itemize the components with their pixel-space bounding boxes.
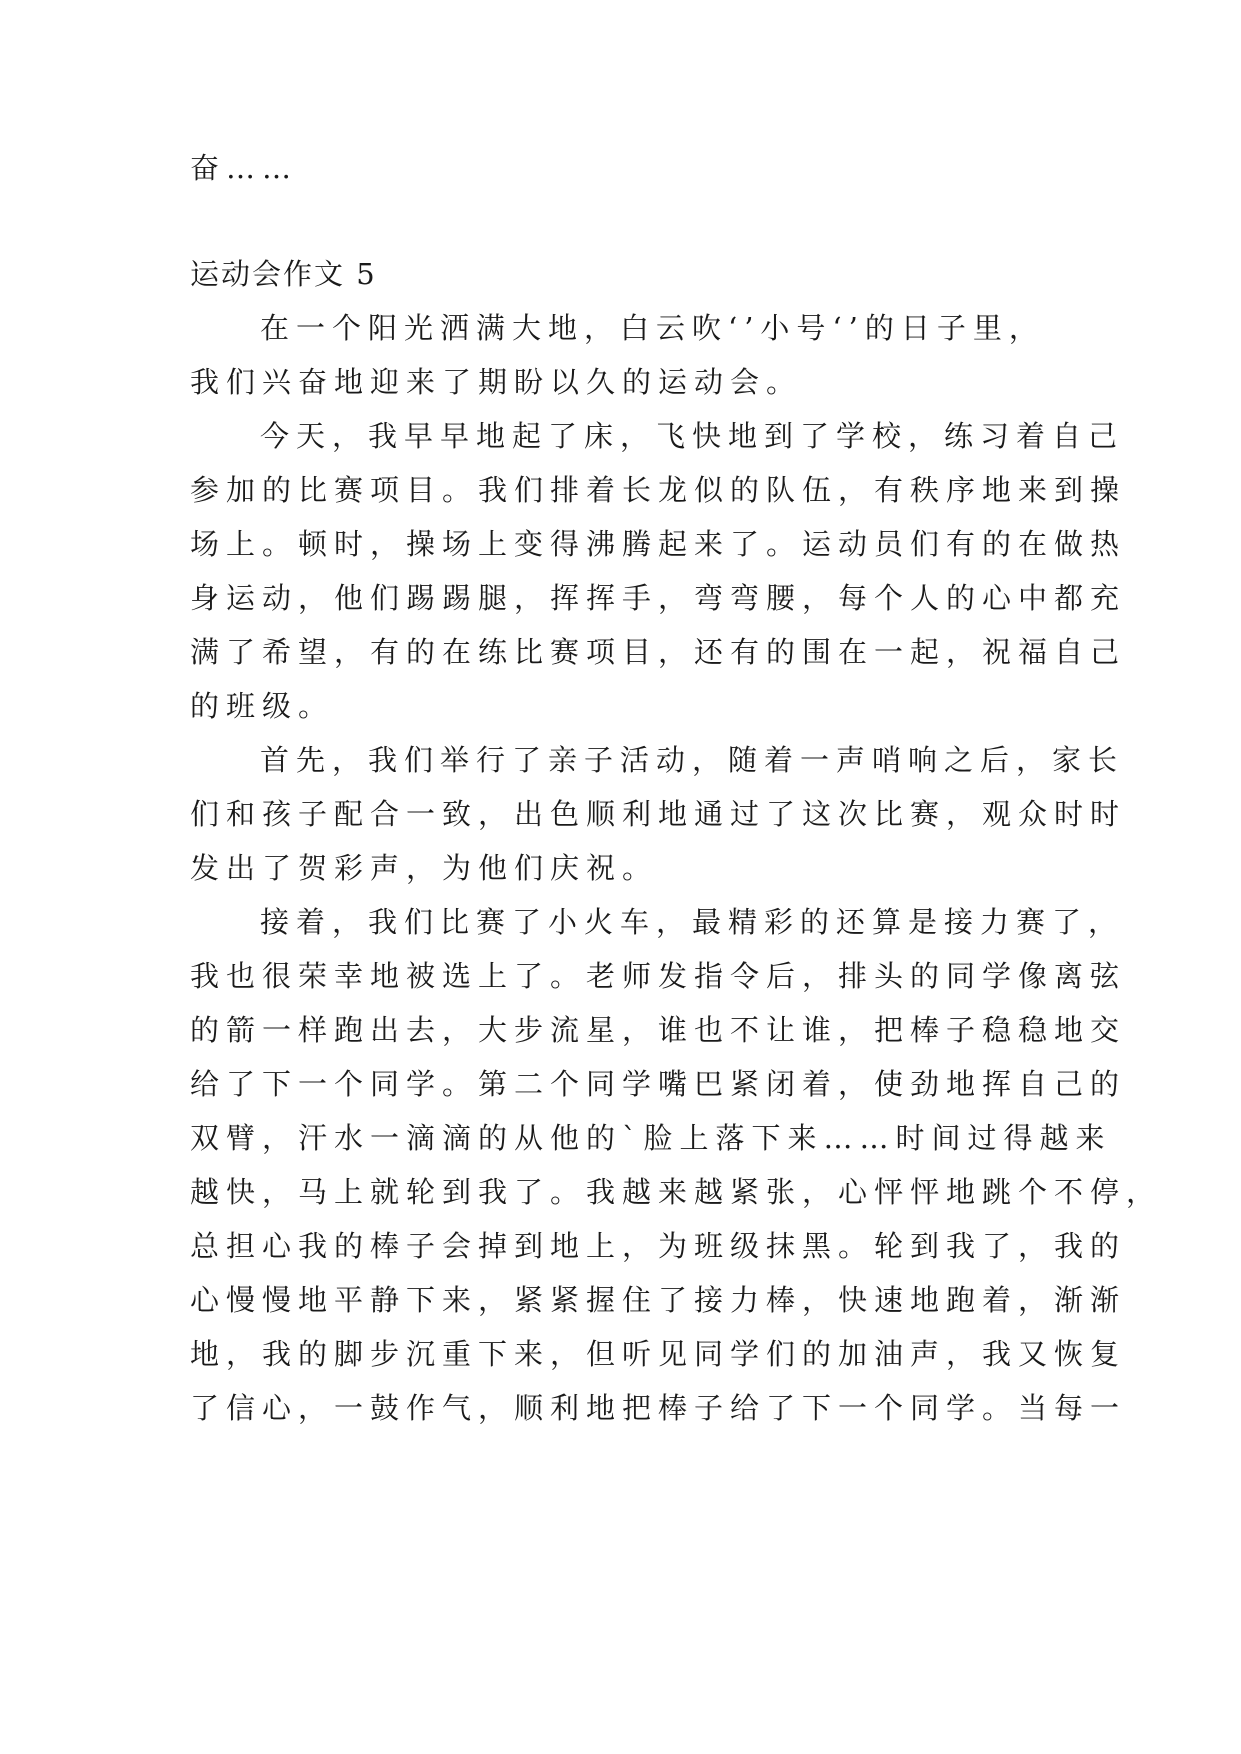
text-line: 满了希望，有的在练比赛项目，还有的围在一起，祝福自己 [190, 635, 1127, 669]
text-line: 越快，马上就轮到我了。我越来越紧张，心怦怦地跳个不停， [190, 1175, 1163, 1209]
text-line: 我也很荣幸地被选上了。老师发指令后，排头的同学像离弦 [190, 959, 1127, 993]
text-line: 总担心我的棒子会掉到地上，为班级抹黑。轮到我了，我的 [190, 1229, 1127, 1263]
text-line: 场上。顿时，操场上变得沸腾起来了。运动员们有的在做热 [190, 527, 1127, 561]
text-line: 身运动，他们踢踢腿，挥挥手，弯弯腰，每个人的心中都充 [190, 581, 1127, 615]
text-line: 地，我的脚步沉重下来，但听见同学们的加油声，我又恢复 [190, 1337, 1127, 1371]
text-line: 奋…… [190, 151, 299, 185]
text-line: 双臂，汗水一滴滴的从他的`脸上落下来……时间过得越来 [190, 1121, 1112, 1155]
text-line: 了信心，一鼓作气，顺利地把棒子给了下一个同学。当每一 [190, 1391, 1127, 1425]
text-line: 们和孩子配合一致，出色顺利地通过了这次比赛，观众时时 [190, 797, 1127, 831]
text-line: 接着，我们比赛了小火车，最精彩的还算是接力赛了， [260, 905, 1125, 939]
text-line: 的班级。 [190, 689, 335, 723]
text-line: 发出了贺彩声，为他们庆祝。 [190, 851, 659, 885]
text-line: 心慢慢地平静下来，紧紧握住了接力棒，快速地跑着，渐渐 [190, 1283, 1127, 1317]
section-title: 运动会作文 5 [190, 257, 377, 291]
text-line: 我们兴奋地迎来了期盼以久的运动会。 [190, 365, 803, 399]
text-line: 在一个阳光洒满大地，白云吹‘’小号‘’的日子里， [260, 311, 1045, 345]
text-line: 的箭一样跑出去，大步流星，谁也不让谁，把棒子稳稳地交 [190, 1013, 1127, 1047]
text-line: 参加的比赛项目。我们排着长龙似的队伍，有秩序地来到操 [190, 473, 1127, 507]
text-line: 首先，我们举行了亲子活动，随着一声哨响之后，家长 [260, 743, 1125, 777]
text-line: 给了下一个同学。第二个同学嘴巴紧闭着，使劲地挥自己的 [190, 1067, 1127, 1101]
text-line: 今天，我早早地起了床，飞快地到了学校，练习着自己 [260, 419, 1125, 453]
